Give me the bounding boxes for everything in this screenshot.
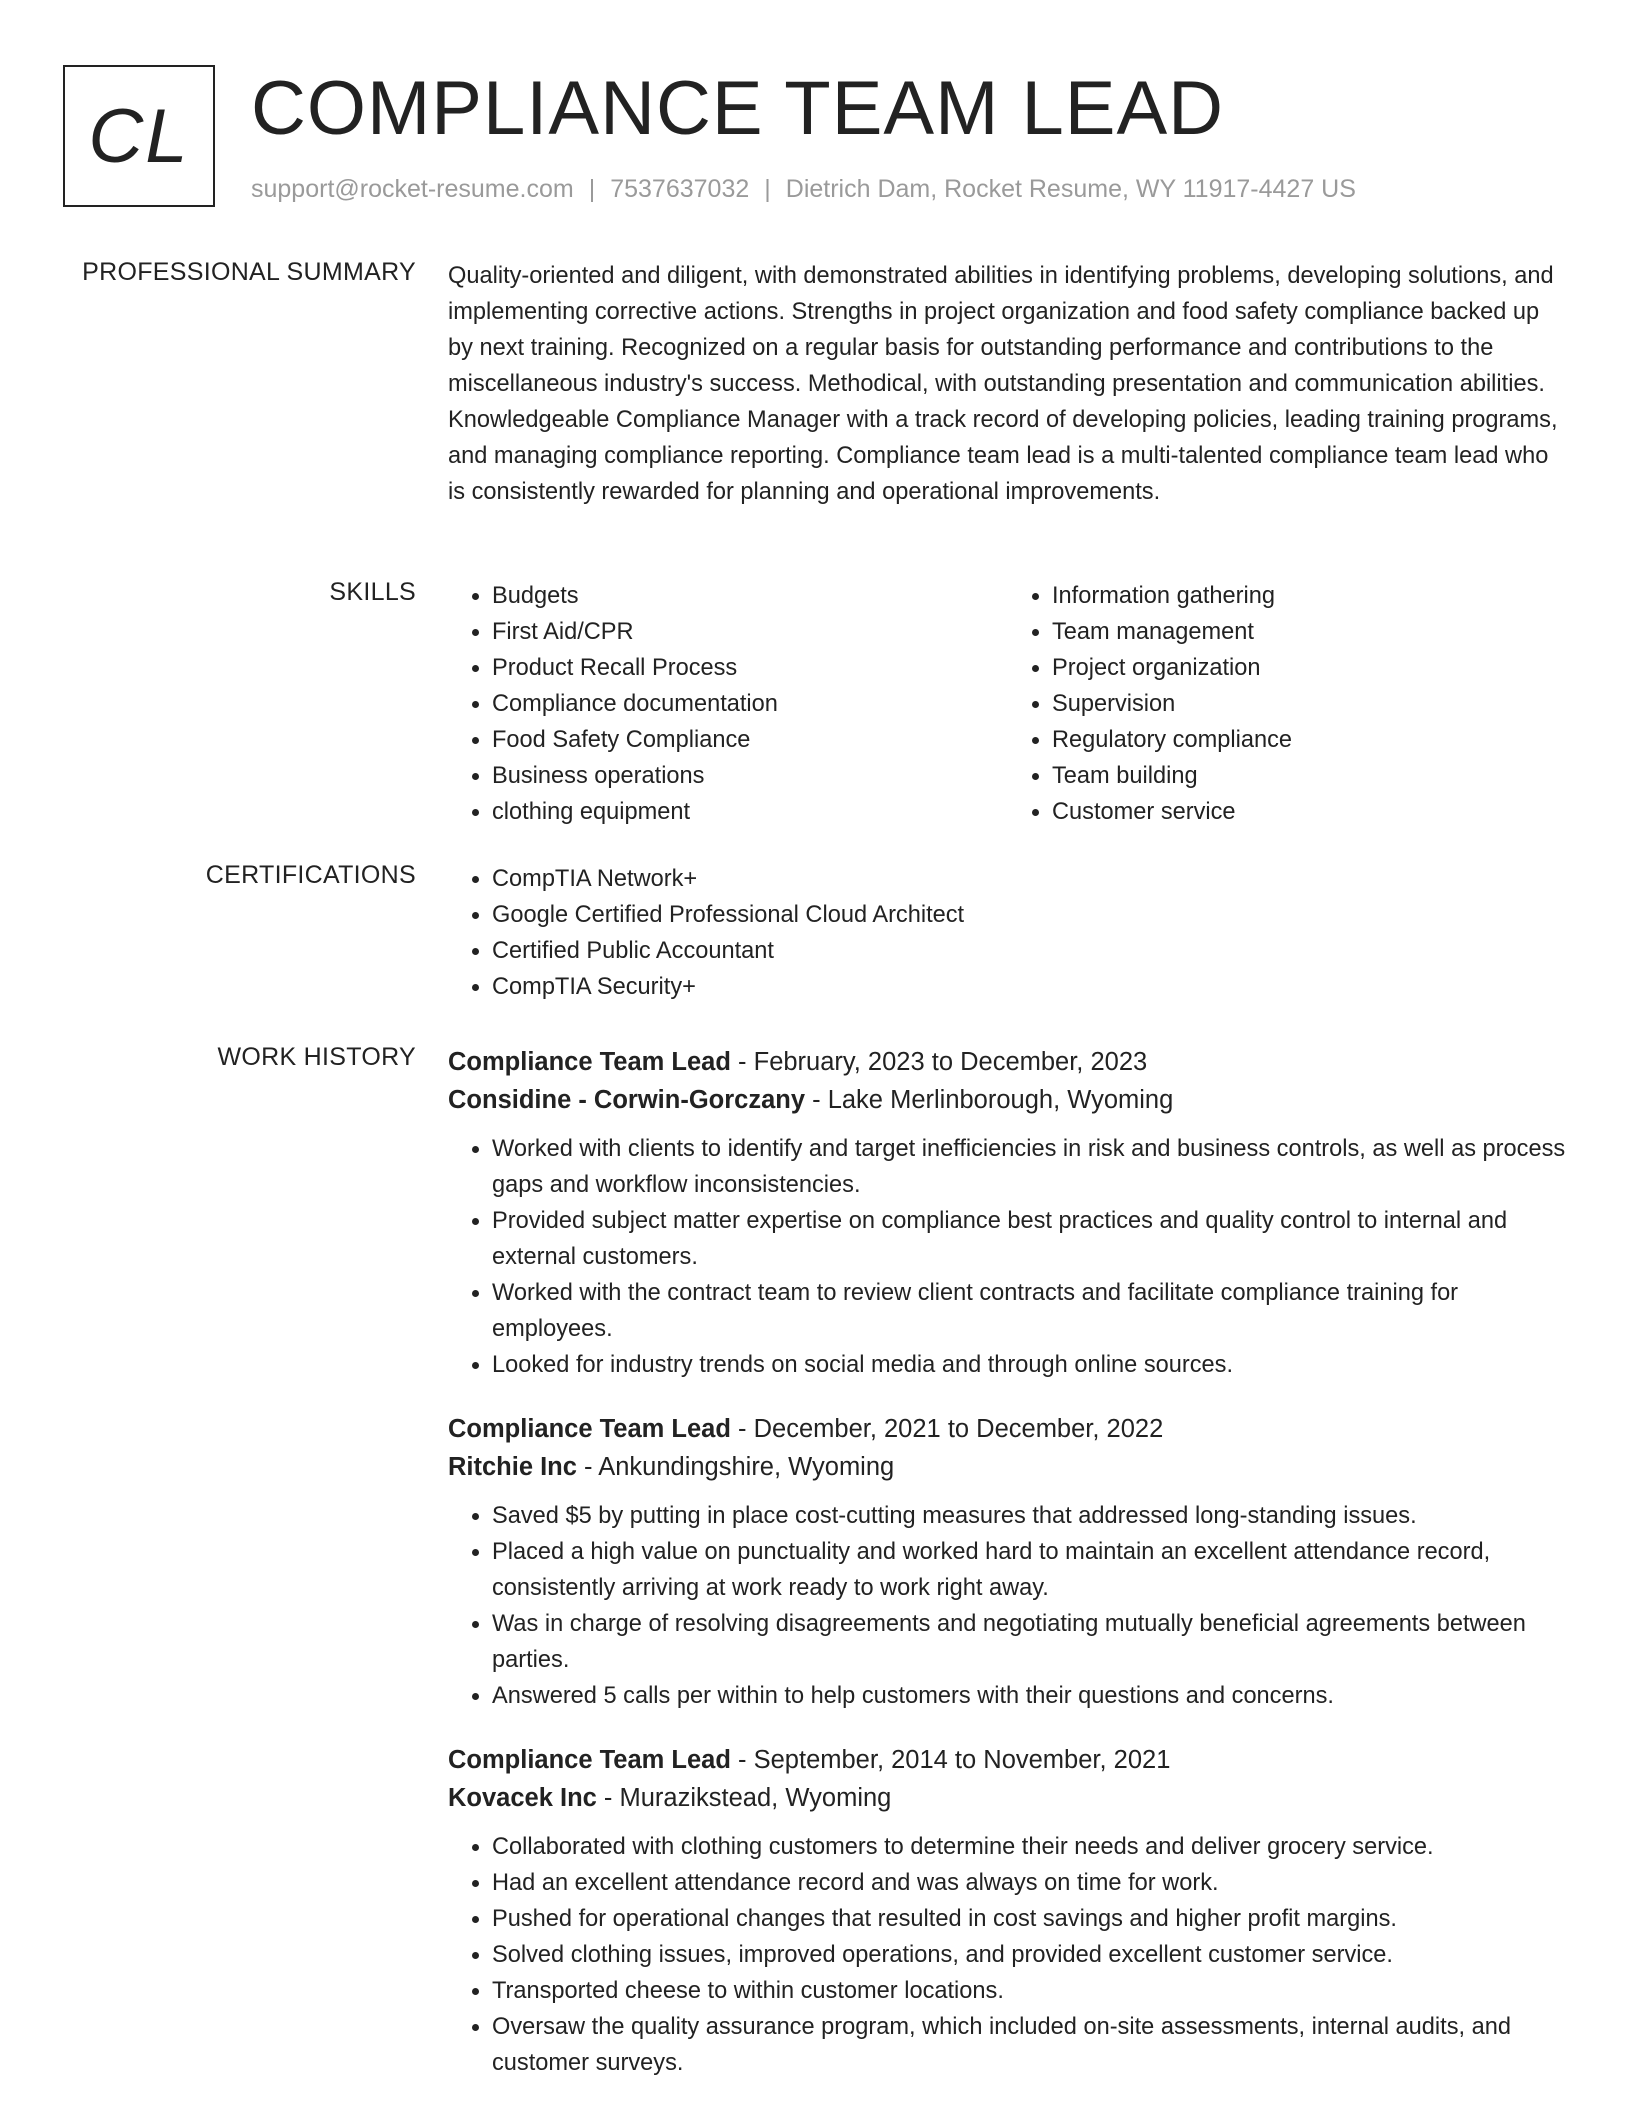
contact-email[interactable]: support@rocket-resume.com: [251, 175, 574, 203]
skill-item: • Customer service: [1052, 794, 1568, 830]
job-bullet: • Placed a high value on punctuality and worked hard to maintain an excellent attendance record, consistently arriving at work ready to work right away.: [492, 1534, 1568, 1606]
job-title-line: [448, 1410, 1568, 1448]
certification-item: • Certified Public Accountant: [492, 933, 1568, 969]
skills-label: SKILLS: [329, 578, 416, 606]
contact-line: [251, 175, 1356, 204]
job-location: - Murazikstead, Wyoming: [596, 1784, 892, 1812]
certification-item: • Google Certified Professional Cloud Architect: [492, 897, 1568, 933]
certifications-label: CERTIFICATIONS: [205, 861, 416, 889]
skill-item: • Budgets: [492, 578, 1008, 614]
monogram-badge: CL: [63, 65, 215, 207]
contact-address: Dietrich Dam, Rocket Resume, WY 11917-4427 US: [785, 175, 1356, 203]
skills-list-right: [1008, 578, 1568, 830]
skills-columns: [448, 578, 1568, 830]
skill-item: • clothing equipment: [492, 794, 1008, 830]
job-bullet: • Looked for industry trends on social media and through online sources.: [492, 1347, 1568, 1383]
work-history-label: WORK HISTORY: [217, 1043, 416, 1071]
job-title: Compliance Team Lead: [448, 1415, 731, 1443]
skill-item: • Compliance documentation: [492, 686, 1008, 722]
job-entry: [448, 1043, 1568, 1383]
job-company-line: [448, 1081, 1568, 1119]
job-bullet: • Collaborated with clothing customers to determine their needs and deliver grocery service.: [492, 1829, 1568, 1865]
job-title-line: [448, 1043, 1568, 1081]
job-bullet: • Worked with clients to identify and target inefficiencies in risk and business controls, as well as process gaps and workflow inconsistencies.: [492, 1131, 1568, 1203]
job-bullet: • Worked with the contract team to review client contracts and facilitate compliance training for employees.: [492, 1275, 1568, 1347]
job-bullet: • Had an excellent attendance record and was always on time for work.: [492, 1865, 1568, 1901]
contact-separator: |: [764, 175, 771, 203]
job-company-line: [448, 1448, 1568, 1486]
job-bullet: • Saved $5 by putting in place cost-cutting measures that addressed long-standing issues.: [492, 1498, 1568, 1534]
summary-label: PROFESSIONAL SUMMARY: [82, 258, 416, 286]
job-entry: [448, 1410, 1568, 1714]
contact-separator: |: [588, 175, 596, 203]
certifications-list: [448, 861, 1568, 1005]
skill-item: • Team management: [1052, 614, 1568, 650]
job-bullet: • Transported cheese to within customer locations.: [492, 1973, 1568, 2009]
skill-item: • Project organization: [1052, 650, 1568, 686]
job-bullet: • Pushed for operational changes that resulted in cost savings and higher profit margins.: [492, 1901, 1568, 1937]
skill-item: • Team building: [1052, 758, 1568, 794]
skill-item: • Business operations: [492, 758, 1008, 794]
certification-item: • CompTIA Security+: [492, 969, 1568, 1005]
job-dates: - February, 2023 to December, 2023: [730, 1048, 1148, 1076]
skill-item: • Regulatory compliance: [1052, 722, 1568, 758]
skill-item: • Information gathering: [1052, 578, 1568, 614]
job-company-line: [448, 1779, 1568, 1817]
work-history-content: [448, 1043, 1568, 2108]
job-location: - Ankundingshire, Wyoming: [576, 1453, 895, 1481]
job-company: Kovacek Inc: [448, 1784, 597, 1812]
skills-list-left: [448, 578, 1008, 830]
skill-item: • Food Safety Compliance: [492, 722, 1008, 758]
job-title: Compliance Team Lead: [448, 1048, 731, 1076]
job-dates: - December, 2021 to December, 2022: [730, 1415, 1164, 1443]
job-bullets: [448, 1498, 1568, 1714]
job-title: Compliance Team Lead: [448, 1746, 731, 1774]
summary-text: Quality-oriented and diligent, with demonstrated abilities in identifying problems, developing solutions, and implementing corrective actions. Strengths in project organization and food safety compliance backed up by next training. Recognized on a regular basis for outstanding performance and contributions to the miscellaneous industry's success. Methodical, with outstanding presentation and communication abilities. Knowledgeable Compliance Manager with a track record of developing policies, leading training programs, and managing compliance reporting. Compliance team lead is a multi-talented compliance team lead who is consistently rewarded for planning and operational improvements.: [448, 263, 1558, 505]
job-bullets: [448, 1131, 1568, 1383]
job-location: - Lake Merlinborough, Wyoming: [805, 1086, 1174, 1114]
contact-phone[interactable]: 7537637032: [610, 175, 750, 203]
certification-item: • CompTIA Network+: [492, 861, 1568, 897]
job-company: Ritchie Inc: [448, 1453, 577, 1481]
job-company: Considine - Corwin-Gorczany: [448, 1086, 806, 1114]
job-bullets: [448, 1829, 1568, 2081]
job-bullet: • Provided subject matter expertise on compliance best practices and quality control to internal and external customers.: [492, 1203, 1568, 1275]
job-bullet: • Solved clothing issues, improved operations, and provided excellent customer service.: [492, 1937, 1568, 1973]
skill-item: • First Aid/CPR: [492, 614, 1008, 650]
job-bullet: • Was in charge of resolving disagreements and negotiating mutually beneficial agreements between parties.: [492, 1606, 1568, 1678]
skill-item: • Supervision: [1052, 686, 1568, 722]
candidate-name: COMPLIANCE TEAM LEAD: [251, 66, 1225, 151]
job-entry: [448, 1741, 1568, 2081]
skill-item: • Product Recall Process: [492, 650, 1008, 686]
job-bullet: • Answered 5 calls per within to help customers with their questions and concerns.: [492, 1678, 1568, 1714]
resume-header: [63, 65, 1583, 215]
job-title-line: [448, 1741, 1568, 1779]
job-bullet: • Oversaw the quality assurance program, which included on-site assessments, internal audits, and customer surveys.: [492, 2009, 1568, 2081]
certifications-content: [448, 861, 1568, 1005]
job-dates: - September, 2014 to November, 2021: [730, 1746, 1171, 1774]
